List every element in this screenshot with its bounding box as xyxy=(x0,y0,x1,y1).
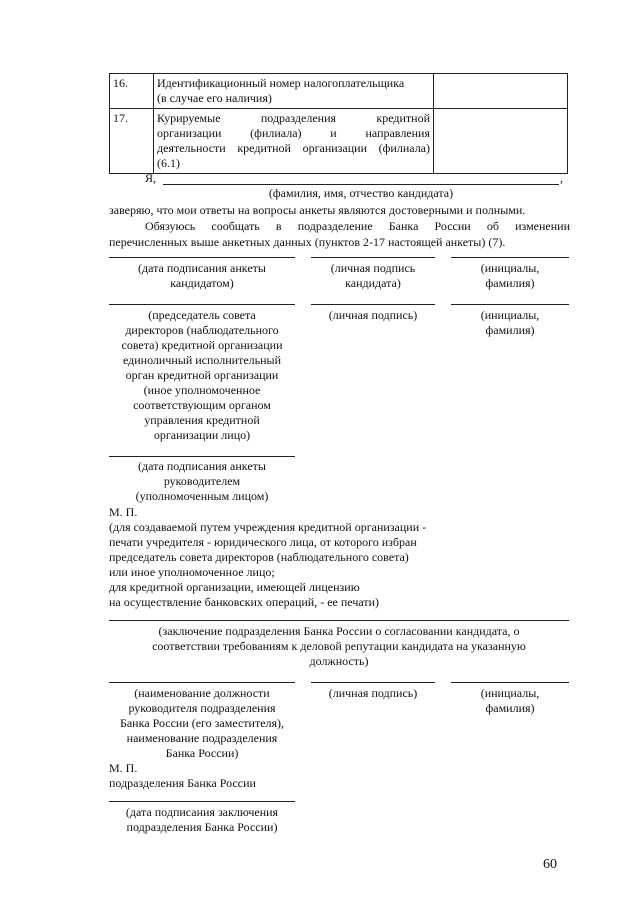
bank-signature-line[interactable] xyxy=(311,682,435,683)
caption-line: орган кредитной организации xyxy=(125,368,279,382)
note-line: или иное уполномоченное лицо; xyxy=(109,565,275,579)
caption-line: фамилия) xyxy=(485,701,535,715)
answer-cell[interactable] xyxy=(434,109,568,174)
caption-line: управления кредитной xyxy=(144,413,260,427)
caption-line: (инициалы, xyxy=(480,261,540,275)
caption-line: организации лицо) xyxy=(153,428,251,442)
stamp-note xyxy=(109,520,569,610)
caption-line: (дата подписания анкеты xyxy=(138,459,266,473)
bank-signature-caption: (личная подпись) xyxy=(328,686,418,700)
caption-line: совета) кредитной организации xyxy=(121,338,283,352)
bank-initials-line[interactable] xyxy=(451,682,569,683)
question-line: организации (филиала) и направления xyxy=(157,126,430,140)
caption-line: Банка России (его заместителя), xyxy=(119,716,285,730)
fio-line[interactable] xyxy=(163,184,559,185)
row-number: 17. xyxy=(110,109,154,174)
caption-line: (личная подпись xyxy=(330,261,416,275)
caption-line: (дата подписания заключения xyxy=(125,805,279,819)
bank-mp: М. П. xyxy=(109,761,138,775)
chairman-role-line[interactable] xyxy=(109,304,295,305)
caption-line: руководителя подразделения xyxy=(128,701,276,715)
fio-caption: (фамилия, имя, отчество кандидата) xyxy=(268,186,454,200)
caption-line: (уполномоченным лицом) xyxy=(135,489,269,503)
manager-date-line[interactable] xyxy=(109,456,295,457)
candidate-date-line[interactable] xyxy=(109,257,295,258)
note-line: на осуществление банковских операций, - ее печати) xyxy=(109,595,380,609)
manager-date-caption xyxy=(109,459,295,504)
candidate-signature-line[interactable] xyxy=(311,257,435,258)
caption-line: фамилия) xyxy=(485,323,535,337)
assure-text: заверяю, что мои ответы на вопросы анкеты являются достоверными и полными. xyxy=(109,203,526,217)
caption-line: (председатель совета xyxy=(148,308,256,322)
row-question xyxy=(154,109,434,174)
table-row xyxy=(110,74,568,109)
caption-line: (дата подписания анкеты xyxy=(138,261,266,275)
fio-comma: , xyxy=(560,171,563,185)
note-line: председатель совета директоров (наблюдательного совета) xyxy=(109,550,409,564)
note-line: печати учредителя - юридического лица, от которого избран xyxy=(109,535,417,549)
conclusion-line[interactable] xyxy=(109,620,569,621)
caption-line: единоличный исполнительный xyxy=(122,353,282,367)
caption-line: кандидата) xyxy=(345,276,401,290)
caption-line: соответствии требованиям к деловой репутации кандидата на указанную xyxy=(152,639,526,653)
oblige-text-2: перечисленных выше анкетных данных (пунктов 2-17 настоящей анкеты) (7). xyxy=(109,235,506,249)
ya-label: Я, xyxy=(145,171,157,185)
question-line: Курируемые подразделения кредитной xyxy=(157,111,430,125)
questionnaire-table xyxy=(109,73,568,174)
chairman-role-caption xyxy=(109,308,295,443)
oblige-text-1: Обязуюсь сообщать в подразделение Банка России об изменении xyxy=(145,219,570,233)
row-number: 16. xyxy=(110,74,154,109)
chairman-initials-caption xyxy=(451,308,569,338)
answer-cell[interactable] xyxy=(434,74,568,109)
question-line: Идентификационный номер налогоплательщика xyxy=(157,76,405,90)
caption-line: (инициалы, xyxy=(480,308,540,322)
page-number: 60 xyxy=(543,857,557,872)
question-line: деятельности кредитной организации (филиала) xyxy=(157,141,430,155)
table-row xyxy=(110,109,568,174)
caption-line: (иное уполномоченное xyxy=(143,383,261,397)
candidate-signature-caption xyxy=(311,261,435,291)
chairman-initials-line[interactable] xyxy=(451,304,569,305)
conclusion-date-caption xyxy=(109,805,295,835)
conclusion-caption xyxy=(109,624,569,669)
candidate-initials-line[interactable] xyxy=(451,257,569,258)
candidate-initials-caption xyxy=(451,261,569,291)
chairman-signature-line[interactable] xyxy=(311,304,435,305)
caption-line: соответствующим органом xyxy=(133,398,271,412)
question-line: (6.1) xyxy=(157,156,180,170)
note-line: для кредитной организации, имеющей лицензию xyxy=(109,580,360,594)
caption-line: подразделения Банка России) xyxy=(126,820,278,834)
conclusion-date-line[interactable] xyxy=(109,801,295,802)
bank-initials-caption xyxy=(451,686,569,716)
note-line: (для создаваемой путем учреждения кредитной организации - xyxy=(109,520,427,534)
bank-position-caption xyxy=(103,686,301,761)
caption-line: директоров (наблюдательного xyxy=(125,323,279,337)
caption-line: кандидатом) xyxy=(170,276,234,290)
caption-line: (заключение подразделения Банка России о согласовании кандидата, о xyxy=(158,624,520,638)
candidate-date-caption xyxy=(109,261,295,291)
row-question xyxy=(154,74,434,109)
bank-position-line[interactable] xyxy=(109,682,295,683)
chairman-signature-caption: (личная подпись) xyxy=(328,308,418,322)
caption-line: должность) xyxy=(309,654,369,668)
caption-line: (наименование должности xyxy=(134,686,270,700)
bank-mp-sub: подразделения Банка России xyxy=(109,776,256,790)
caption-line: фамилия) xyxy=(485,276,535,290)
stamp-mp: М. П. xyxy=(109,505,138,519)
caption-line: Банка России) xyxy=(165,746,239,760)
caption-line: наименование подразделения xyxy=(126,731,278,745)
question-line: (в случае его наличия) xyxy=(157,91,272,105)
caption-line: (инициалы, xyxy=(480,686,540,700)
caption-line: руководителем xyxy=(163,474,241,488)
